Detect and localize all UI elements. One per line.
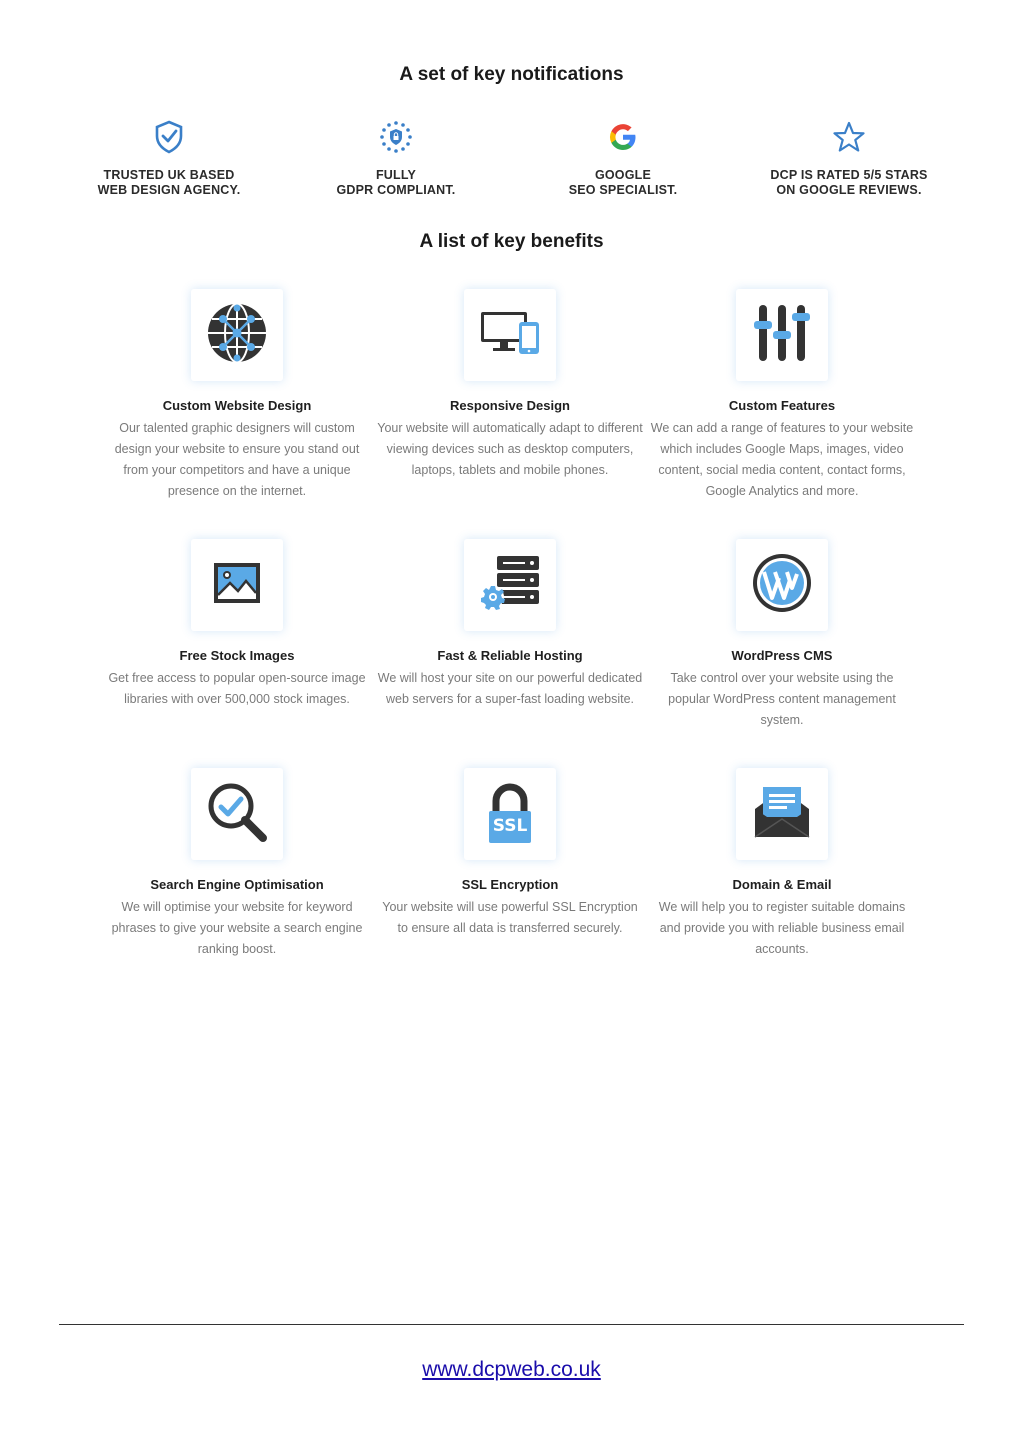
gdpr-lock-icon	[286, 117, 506, 157]
notification-line: GDPR COMPLIANT.	[336, 183, 456, 197]
footer-divider	[59, 1324, 964, 1325]
benefit-title: Search Engine Optimisation	[150, 877, 324, 892]
benefit-wordpress-cms	[647, 539, 917, 731]
email-envelope-icon	[753, 785, 811, 844]
benefit-card	[191, 768, 283, 860]
benefit-custom-features	[647, 289, 917, 502]
benefit-description: We will help you to register suitable domains and provide you with reliable business email accounts.	[658, 900, 906, 956]
benefit-responsive-design	[375, 289, 645, 481]
google-logo-icon	[513, 117, 733, 157]
notification-gdpr	[286, 117, 506, 198]
notifications-title: A set of key notifications	[399, 64, 624, 85]
benefit-description: Your website will use powerful SSL Encryption to ensure all data is transferred securely.	[382, 900, 638, 935]
shield-check-icon	[59, 117, 279, 157]
notification-line: GOOGLE	[594, 168, 652, 182]
benefit-card	[464, 289, 556, 381]
notification-line: DCP IS RATED 5/5 STARS	[770, 168, 928, 182]
notification-line: TRUSTED UK BASED	[103, 168, 235, 182]
ssl-label: SSL	[492, 816, 528, 836]
benefit-card	[191, 289, 283, 381]
benefit-title: SSL Encryption	[461, 877, 559, 892]
devices-icon	[479, 310, 541, 361]
benefit-description: We will host your site on our powerful dedicated web servers for a super-fast loading website.	[377, 671, 643, 706]
globe-network-icon	[206, 302, 268, 369]
benefit-search-engine-optimisation	[102, 768, 372, 960]
benefit-title: Custom Website Design	[162, 398, 312, 413]
benefit-title: Fast & Reliable Hosting	[437, 648, 583, 663]
benefit-free-stock-images	[102, 539, 372, 710]
notification-google-reviews	[739, 117, 959, 198]
benefit-domain-email	[647, 768, 917, 960]
search-check-icon	[206, 781, 268, 848]
ssl-lock-icon	[486, 783, 534, 845]
benefit-title: Custom Features	[728, 398, 836, 413]
benefit-title: Domain & Email	[732, 877, 832, 892]
star-icon	[739, 117, 959, 157]
benefit-fast-reliable-hosting	[375, 539, 645, 710]
benefit-card	[464, 768, 556, 860]
benefit-card	[464, 539, 556, 631]
image-icon	[212, 561, 262, 610]
website-link[interactable]: www.dcpweb.co.uk	[422, 1358, 601, 1381]
benefit-card	[736, 539, 828, 631]
notification-line: SEO SPECIALIST.	[568, 183, 678, 197]
benefit-card	[736, 289, 828, 381]
benefit-title: Free Stock Images	[179, 648, 295, 663]
wordpress-icon	[751, 552, 813, 619]
server-gear-icon	[479, 554, 541, 617]
benefits-title: A list of key benefits	[419, 231, 604, 252]
benefit-description: Get free access to popular open-source image libraries with over 500,000 stock images.	[108, 671, 366, 706]
benefit-card	[736, 768, 828, 860]
benefit-card	[191, 539, 283, 631]
benefit-description: Our talented graphic designers will custom design your website to ensure you stand out from your competitors and have a unique presence on the internet.	[114, 421, 360, 498]
notification-line: FULLY	[375, 168, 417, 182]
benefit-title: Responsive Design	[450, 398, 570, 413]
notification-line: WEB DESIGN AGENCY.	[97, 183, 241, 197]
sliders-icon	[753, 303, 811, 368]
notification-google-seo	[513, 117, 733, 198]
benefit-custom-website-design	[102, 289, 372, 502]
benefit-description: We will optimise your website for keyword phrases to give your website a search engine ranking boost.	[111, 900, 363, 956]
benefit-ssl-encryption	[375, 768, 645, 939]
benefit-description: We can add a range of features to your website which includes Google Maps, images, video content, social media content, contact forms, Google Analytics and more.	[650, 421, 914, 498]
notification-line: ON GOOGLE REVIEWS.	[776, 183, 922, 197]
notification-trusted-agency	[59, 117, 279, 198]
benefit-title: WordPress CMS	[731, 648, 833, 663]
benefit-description: Your website will automatically adapt to different viewing devices such as desktop computers, laptops, tablets and mobile phones.	[377, 421, 643, 477]
benefit-description: Take control over your website using the popular WordPress content management system.	[668, 671, 896, 727]
